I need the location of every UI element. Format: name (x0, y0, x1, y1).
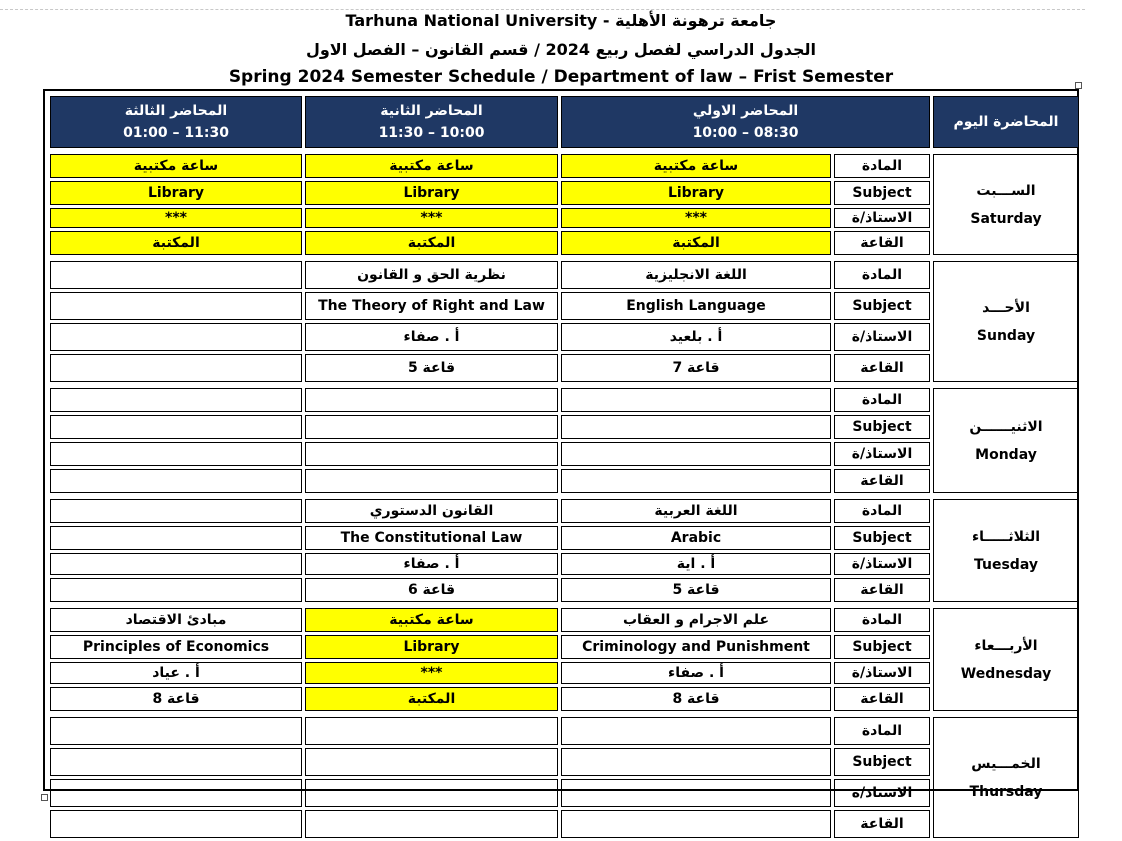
day-row (50, 662, 1079, 684)
top-rule (0, 9, 1085, 10)
lecture2-title: المحاضر الثانية (380, 103, 483, 119)
schedule-title-english: Spring 2024 Semester Schedule / Department of law – Frist Semester (228, 67, 894, 87)
lecture2-teacher (305, 442, 558, 466)
lecture1-teacher (561, 779, 831, 807)
day-row (50, 388, 1079, 412)
lecture1-room: المكتبة (561, 231, 831, 255)
lecture3-teacher (50, 442, 302, 466)
lecture3-subject-en (50, 292, 302, 320)
lecture3-room: المكتبة (50, 231, 302, 255)
day-row (50, 779, 1079, 807)
day-row (50, 181, 1079, 205)
row-label-subject-ar: المادة (834, 154, 930, 178)
day-row (50, 810, 1079, 838)
lecture3-header (50, 96, 302, 148)
row-label-subject-en: Subject (834, 181, 930, 205)
lecture3-subject-en (50, 415, 302, 439)
day-row (50, 154, 1079, 178)
schedule-title-arabic: الجدول الدراسي لفصل ربيع 2024 / قسم القانون – الفصل الاول (305, 40, 817, 59)
lecture3-teacher (50, 553, 302, 575)
row-label-teacher: الاستاذ/ة (834, 662, 930, 684)
day-row (50, 208, 1079, 228)
row-label-room: القاعة (834, 810, 930, 838)
day-cell (933, 261, 1079, 382)
day-row (50, 608, 1079, 632)
lecture3-teacher (50, 779, 302, 807)
row-label-room: القاعة (834, 231, 930, 255)
header-row (50, 96, 1079, 148)
day-name-english: Sunday (976, 327, 1036, 344)
lecture1-header (561, 96, 930, 148)
day-row (50, 442, 1079, 466)
day-row (50, 748, 1079, 776)
day-name-english: Thursday (969, 783, 1043, 800)
lecture3-subject-en: Principles of Economics (50, 635, 302, 659)
lecture3-subject-en: Library (50, 181, 302, 205)
lecture2-subject-ar: القانون الدستوري (305, 499, 558, 523)
day-name-arabic: الخمـــيس (971, 755, 1041, 772)
lecture3-subject-ar: ساعة مكتبية (50, 154, 302, 178)
lecture3-room (50, 469, 302, 493)
lecture2-teacher (305, 779, 558, 807)
lecture2-subject-ar: ساعة مكتبية (305, 608, 558, 632)
lecture1-subject-ar (561, 717, 831, 745)
lecture2-subject-ar: ساعة مكتبية (305, 154, 558, 178)
day-row (50, 292, 1079, 320)
lecture1-room: قاعة 8 (561, 687, 831, 711)
day-row (50, 261, 1079, 289)
day-row (50, 553, 1079, 575)
lecture3-subject-ar: مبادئ الاقتصاد (50, 608, 302, 632)
lecture3-time: 01:00 – 11:30 (123, 125, 229, 141)
day-row (50, 354, 1079, 382)
lecture1-room: قاعة 7 (561, 354, 831, 382)
lecture1-subject-en (561, 415, 831, 439)
lecture1-room: قاعة 5 (561, 578, 831, 602)
lecture2-subject-en (305, 415, 558, 439)
lecture1-room (561, 810, 831, 838)
lecture3-subject-ar (50, 261, 302, 289)
day-name-arabic: الاثنيــــــن (969, 418, 1043, 435)
row-label-teacher: الاستاذ/ة (834, 442, 930, 466)
lecture3-subject-ar (50, 499, 302, 523)
lecture2-teacher: *** (305, 662, 558, 684)
lecture1-time: 10:00 – 08:30 (692, 125, 799, 141)
day-name-arabic: الأحـــد (982, 299, 1030, 316)
day-name-english: Saturday (970, 210, 1042, 227)
day-row (50, 469, 1079, 493)
lecture3-teacher: أ . عياد (50, 662, 302, 684)
day-cell (933, 154, 1079, 255)
lecture2-subject-en: The Theory of Right and Law (305, 292, 558, 320)
lecture2-room: قاعة 6 (305, 578, 558, 602)
schedule-table (47, 93, 1082, 841)
row-label-room: القاعة (834, 469, 930, 493)
day-name-arabic: الأربـــعاء (974, 637, 1038, 654)
lecture2-teacher: *** (305, 208, 558, 228)
lecture1-teacher: أ . اية (561, 553, 831, 575)
row-label-subject-en: Subject (834, 415, 930, 439)
lecture2-teacher: أ . صفاء (305, 553, 558, 575)
row-label-subject-ar: المادة (834, 717, 930, 745)
lecture1-subject-ar: اللغة الانجليزية (561, 261, 831, 289)
lecture3-room: قاعة 8 (50, 687, 302, 711)
row-label-subject-ar: المادة (834, 608, 930, 632)
day-name-english: Wednesday (960, 665, 1052, 682)
lecture2-room: قاعة 5 (305, 354, 558, 382)
lecture3-teacher (50, 323, 302, 351)
row-label-subject-ar: المادة (834, 388, 930, 412)
day-row (50, 499, 1079, 523)
lecture1-subject-ar: علم الاجرام و العقاب (561, 608, 831, 632)
lecture2-subject-en: The Constitutional Law (305, 526, 558, 550)
lecture1-subject-en: English Language (561, 292, 831, 320)
row-label-room: القاعة (834, 354, 930, 382)
lecture1-teacher: أ . صفاء (561, 662, 831, 684)
lecture1-subject-en: Criminology and Punishment (561, 635, 831, 659)
day-cell (933, 608, 1079, 711)
lecture2-teacher: أ . صفاء (305, 323, 558, 351)
lecture2-time: 11:30 – 10:00 (378, 125, 485, 141)
day-row (50, 415, 1079, 439)
day-row (50, 635, 1079, 659)
row-label-subject-en: Subject (834, 635, 930, 659)
lecture3-subject-en (50, 748, 302, 776)
lecture2-room (305, 810, 558, 838)
row-label-subject-ar: المادة (834, 499, 930, 523)
lecture2-room: المكتبة (305, 231, 558, 255)
day-name-english: Monday (975, 446, 1037, 463)
lecture1-subject-ar: اللغة العربية (561, 499, 831, 523)
lecture3-subject-ar (50, 388, 302, 412)
lecture1-teacher: أ . بلعيد (561, 323, 831, 351)
table-handle-bottom (41, 794, 48, 801)
lecture3-room (50, 578, 302, 602)
row-label-room: القاعة (834, 578, 930, 602)
lecture3-room (50, 354, 302, 382)
lecture2-subject-en: Library (305, 181, 558, 205)
lecture1-subject-ar (561, 388, 831, 412)
lecture2-subject-ar (305, 717, 558, 745)
day-cell (933, 388, 1079, 493)
table-handle-top (1075, 82, 1082, 89)
lecture1-subject-en: Arabic (561, 526, 831, 550)
lecture1-subject-ar: ساعة مكتبية (561, 154, 831, 178)
day-name-english: Tuesday (974, 556, 1038, 573)
lecture2-room (305, 469, 558, 493)
lecture2-subject-ar: نظرية الحق و القانون (305, 261, 558, 289)
lecture2-header (305, 96, 558, 148)
lecture1-subject-en: Library (561, 181, 831, 205)
day-cell (933, 499, 1079, 602)
lecture1-teacher (561, 442, 831, 466)
row-label-teacher: الاستاذ/ة (834, 208, 930, 228)
row-label-subject-en: Subject (834, 526, 930, 550)
lecture1-room (561, 469, 831, 493)
day-row (50, 323, 1079, 351)
day-row (50, 687, 1079, 711)
row-label-room: القاعة (834, 687, 930, 711)
day-name-arabic: الســـبت (976, 182, 1036, 199)
row-label-subject-en: Subject (834, 292, 930, 320)
day-row (50, 578, 1079, 602)
day-row (50, 231, 1079, 255)
day-row (50, 717, 1079, 745)
row-label-teacher: الاستاذ/ة (834, 323, 930, 351)
lecture3-teacher: *** (50, 208, 302, 228)
university-title: Tarhuna National University - جامعة ترهونة الأهلية (345, 11, 777, 30)
lecture2-subject-en (305, 748, 558, 776)
lecture2-subject-ar (305, 388, 558, 412)
day-row (50, 526, 1079, 550)
lecture3-subject-ar (50, 717, 302, 745)
lecture3-subject-en (50, 526, 302, 550)
row-label-teacher: الاستاذ/ة (834, 779, 930, 807)
lecture2-subject-en: Library (305, 635, 558, 659)
day-cell (933, 717, 1079, 838)
day-header: المحاضرة اليوم (933, 96, 1079, 148)
row-label-subject-ar: المادة (834, 261, 930, 289)
lecture1-title: المحاضر الاولي (692, 103, 799, 119)
lecture1-subject-en (561, 748, 831, 776)
row-label-subject-en: Subject (834, 748, 930, 776)
lecture3-room (50, 810, 302, 838)
lecture1-teacher: *** (561, 208, 831, 228)
day-name-arabic: الثلاثـــــاء (972, 528, 1040, 545)
lecture2-room: المكتبة (305, 687, 558, 711)
lecture3-title: المحاضر الثالثة (124, 103, 228, 119)
row-label-teacher: الاستاذ/ة (834, 553, 930, 575)
